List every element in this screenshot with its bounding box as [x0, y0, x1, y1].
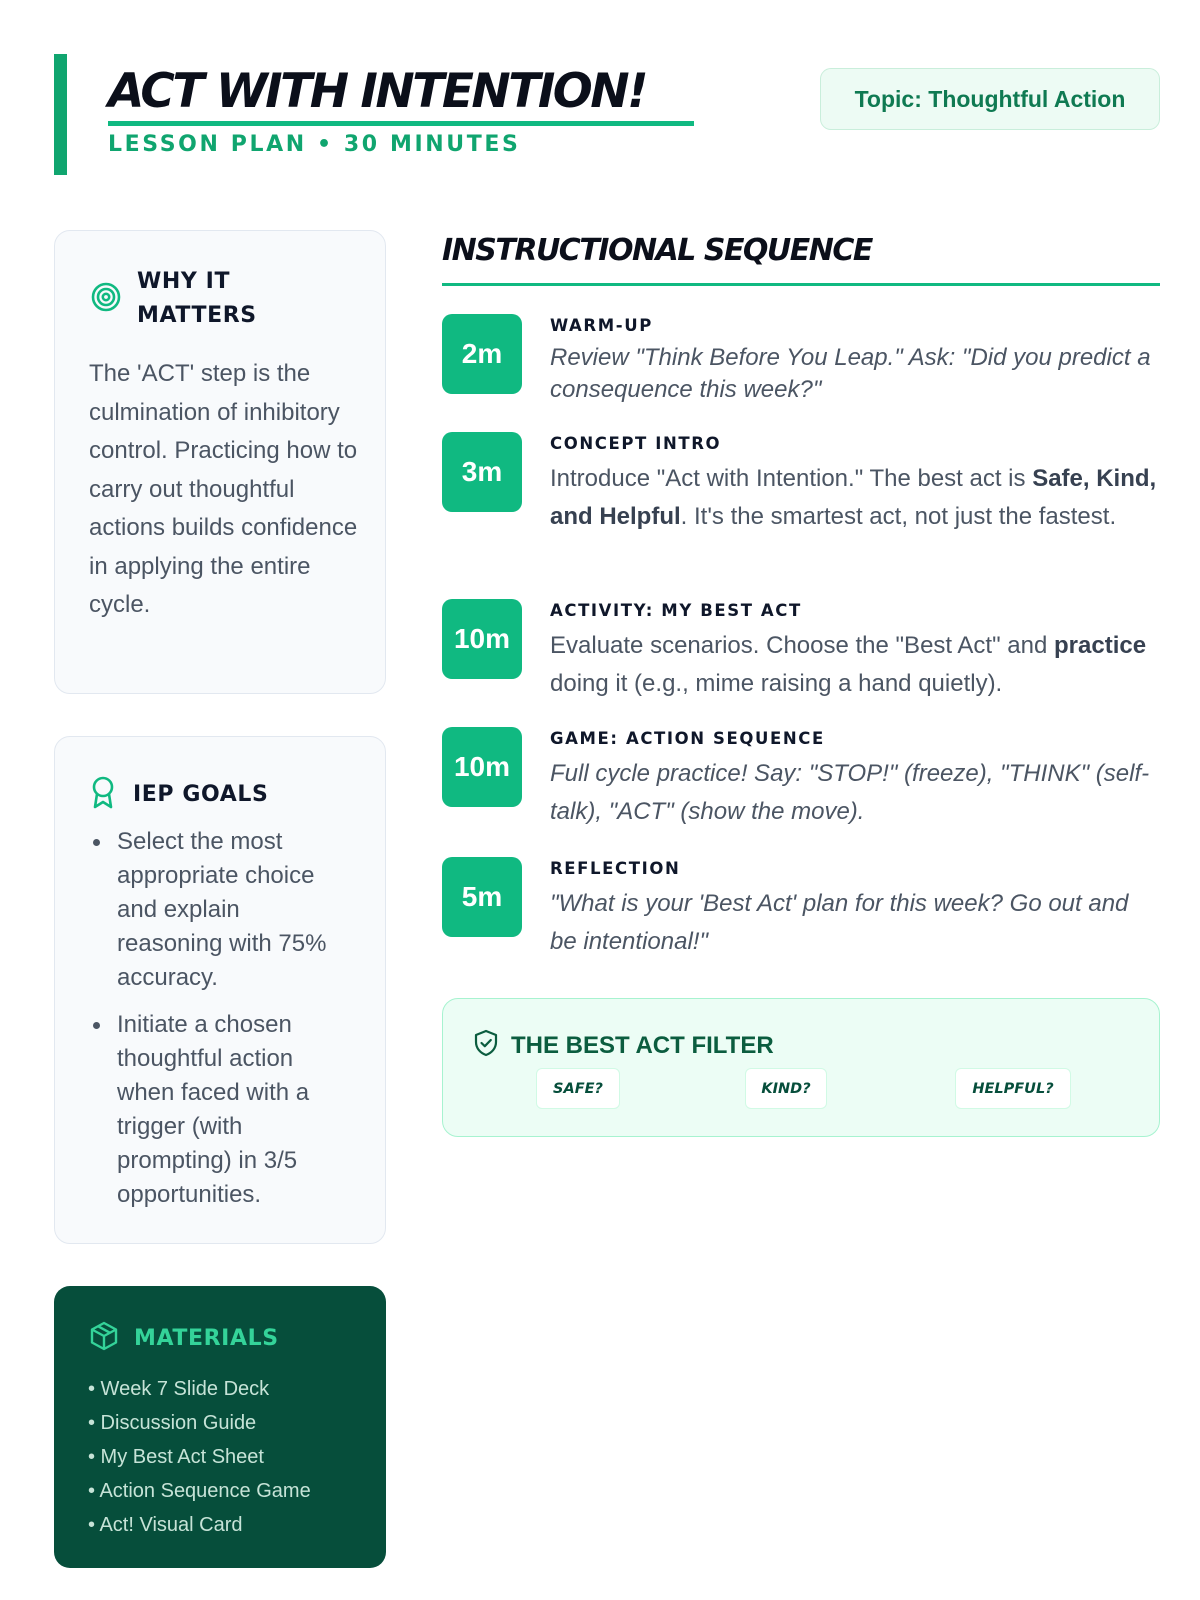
topic-badge: Topic: Thoughtful Action	[820, 68, 1160, 130]
step-text-part: Introduce "Act with Intention." The best act is	[550, 465, 1033, 492]
materials-item: • Discussion Guide	[88, 1412, 257, 1434]
page-subtitle: LESSON PLAN • 30 MINUTES	[108, 132, 521, 157]
shield-check-icon	[473, 1029, 499, 1062]
step-text-emphasis: Safe, Kind, and Helpful	[550, 465, 1157, 530]
step-time-badge: 10m	[442, 599, 522, 679]
step-text-emphasis: practice	[1054, 632, 1147, 659]
filter-chip-safe: SAFE?	[536, 1068, 620, 1109]
step-text-part: doing it (e.g., mime raising a hand quietly).	[550, 670, 1003, 697]
step-description	[550, 460, 1160, 536]
step-label: ACTIVITY: MY BEST ACT	[550, 601, 802, 620]
why-it-matters-header	[89, 265, 287, 333]
page-header	[54, 54, 1160, 175]
sequence-divider	[442, 283, 1160, 286]
header-accent-bar	[54, 54, 67, 175]
title-underline	[108, 121, 694, 126]
step-time-badge: 5m	[442, 857, 522, 937]
sequence-title: INSTRUCTIONAL SEQUENCE	[442, 233, 872, 268]
best-act-filter-header	[473, 1029, 774, 1062]
materials-item: • Action Sequence Game	[88, 1480, 311, 1502]
iep-goals-title: IEP GOALS	[133, 781, 269, 807]
award-ribbon-icon	[89, 775, 117, 814]
iep-goals-header	[89, 775, 268, 814]
filter-chip-helpful: HELPFUL?	[955, 1068, 1071, 1109]
step-label: REFLECTION	[550, 859, 681, 878]
materials-list	[88, 1372, 311, 1542]
why-it-matters-card	[54, 230, 386, 694]
step-description: Full cycle practice! Say: "STOP!" (freeze), "THINK" (self-talk), "ACT" (show the move).	[550, 760, 1150, 825]
step-label: CONCEPT INTRO	[550, 434, 722, 453]
materials-item: • Week 7 Slide Deck	[88, 1378, 270, 1400]
iep-goal-item: Initiate a chosen thoughtful action when faced with a trigger (with prompting) in 3/5 opportunities.	[89, 1008, 349, 1212]
materials-card	[54, 1286, 386, 1568]
why-it-matters-text: The 'ACT' step is the culmination of inhibitory control. Practicing how to carry out thoughtful actions builds confidence in applying the entire cycle.	[89, 360, 358, 618]
filter-chip-kind: KIND?	[745, 1068, 827, 1109]
step-description: Review "Think Before You Leap." Ask: "Did you predict a consequence this week?"	[550, 344, 1151, 403]
step-time-badge: 2m	[442, 314, 522, 394]
step-description: "What is your 'Best Act' plan for this week? Go out and be intentional!"	[550, 890, 1129, 955]
best-act-filter-box	[442, 998, 1160, 1137]
box-icon	[88, 1320, 120, 1357]
iep-goal-item: Select the most appropriate choice and explain reasoning with 75% accuracy.	[89, 825, 349, 995]
why-it-matters-title: WHY IT MATTERS	[137, 269, 257, 328]
materials-item: • My Best Act Sheet	[88, 1446, 264, 1468]
step-label: GAME: ACTION SEQUENCE	[550, 729, 825, 748]
step-label: WARM-UP	[550, 316, 653, 335]
step-time-badge: 10m	[442, 727, 522, 807]
iep-goals-card	[54, 736, 386, 1244]
materials-item: • Act! Visual Card	[88, 1514, 243, 1536]
materials-header	[88, 1320, 279, 1357]
best-act-filter-title: THE BEST ACT FILTER	[511, 1031, 774, 1059]
step-description	[550, 627, 1160, 703]
materials-title: MATERIALS	[134, 1326, 279, 1351]
target-icon	[89, 280, 123, 319]
step-text-part: . It's the smartest act, not just the fastest.	[680, 503, 1117, 530]
page-title: ACT WITH INTENTION!	[108, 64, 647, 119]
step-text-part: Evaluate scenarios. Choose the "Best Act" and	[550, 632, 1054, 659]
iep-goals-list	[89, 825, 349, 1225]
step-time-badge: 3m	[442, 432, 522, 512]
